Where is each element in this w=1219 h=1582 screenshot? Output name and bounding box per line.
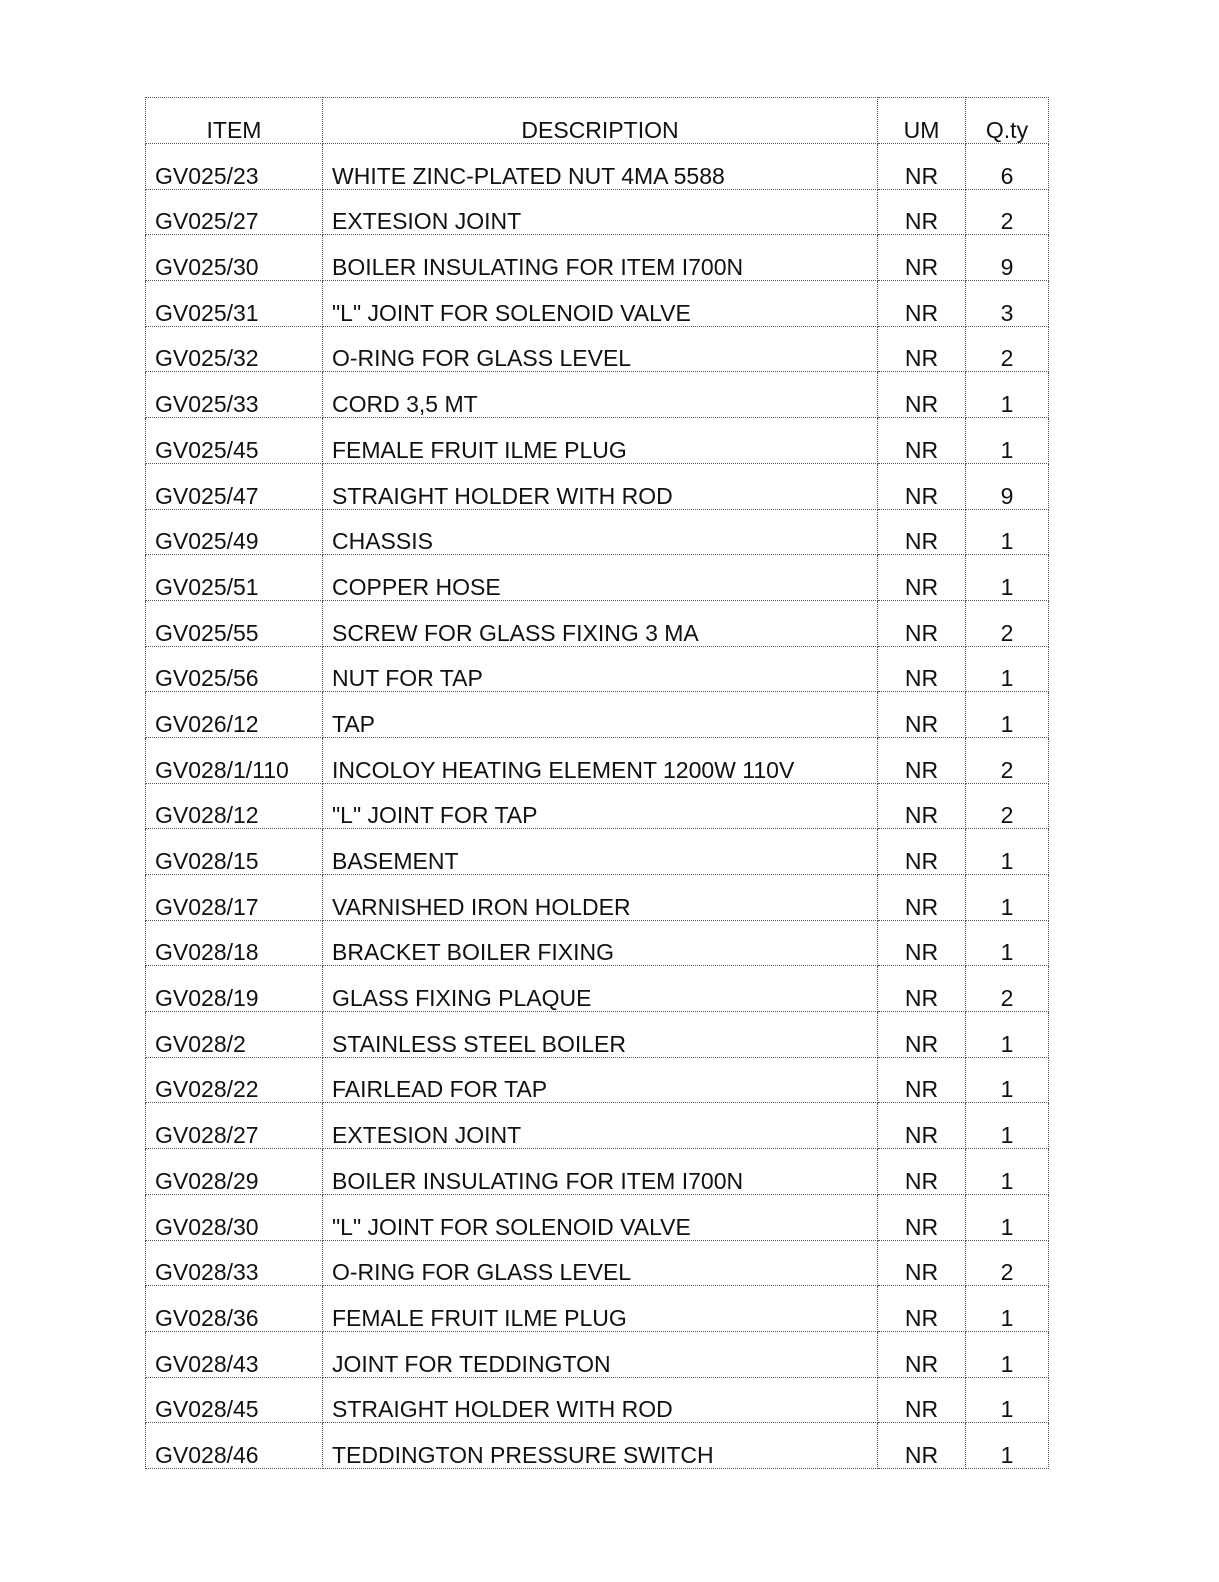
table-row	[146, 372, 1049, 418]
description-cell: TEDDINGTON PRESSURE SWITCH	[323, 1423, 878, 1469]
item-code-cell: GV025/56	[146, 646, 323, 692]
table-row	[146, 144, 1049, 190]
unit-cell: NR	[878, 783, 966, 829]
quantity-cell: 2	[966, 189, 1049, 235]
description-cell: "L" JOINT FOR TAP	[323, 783, 878, 829]
quantity-cell: 1	[966, 1286, 1049, 1332]
description-cell: CHASSIS	[323, 509, 878, 555]
item-code-cell: GV028/36	[146, 1286, 323, 1332]
unit-cell: NR	[878, 281, 966, 327]
item-code-cell: GV025/32	[146, 326, 323, 372]
item-code-cell: GV026/12	[146, 692, 323, 738]
quantity-cell: 1	[966, 555, 1049, 601]
item-code-cell: GV025/27	[146, 189, 323, 235]
table-row	[146, 1377, 1049, 1423]
quantity-cell: 1	[966, 875, 1049, 921]
item-code-cell: GV028/18	[146, 920, 323, 966]
item-code-cell: GV025/55	[146, 600, 323, 646]
unit-cell: NR	[878, 509, 966, 555]
quantity-cell: 1	[966, 1194, 1049, 1240]
unit-cell: NR	[878, 737, 966, 783]
unit-cell: NR	[878, 235, 966, 281]
table-row	[146, 509, 1049, 555]
table-row	[146, 600, 1049, 646]
unit-cell: NR	[878, 326, 966, 372]
table-row	[146, 966, 1049, 1012]
unit-cell: NR	[878, 1012, 966, 1058]
quantity-cell: 3	[966, 281, 1049, 327]
unit-cell: NR	[878, 1149, 966, 1195]
unit-cell: NR	[878, 418, 966, 464]
unit-cell: NR	[878, 1286, 966, 1332]
quantity-cell: 2	[966, 737, 1049, 783]
description-cell: GLASS FIXING PLAQUE	[323, 966, 878, 1012]
description-cell: NUT FOR TAP	[323, 646, 878, 692]
quantity-cell: 9	[966, 235, 1049, 281]
parts-list-table	[145, 97, 1049, 1469]
item-code-cell: GV028/30	[146, 1194, 323, 1240]
table-row	[146, 1057, 1049, 1103]
unit-cell: NR	[878, 1331, 966, 1377]
table-row	[146, 281, 1049, 327]
unit-cell: NR	[878, 646, 966, 692]
description-cell: SCREW FOR GLASS FIXING 3 MA	[323, 600, 878, 646]
quantity-cell: 1	[966, 1103, 1049, 1149]
item-code-cell: GV025/45	[146, 418, 323, 464]
description-cell: O-RING FOR GLASS LEVEL	[323, 1240, 878, 1286]
item-code-cell: GV028/19	[146, 966, 323, 1012]
item-code-cell: GV028/17	[146, 875, 323, 921]
item-code-cell: GV028/12	[146, 783, 323, 829]
item-code-cell: GV025/30	[146, 235, 323, 281]
table-header-row	[146, 98, 1049, 144]
quantity-cell: 1	[966, 1057, 1049, 1103]
description-cell: EXTESION JOINT	[323, 1103, 878, 1149]
quantity-cell: 1	[966, 509, 1049, 555]
description-cell: CORD 3,5 MT	[323, 372, 878, 418]
item-code-cell: GV025/31	[146, 281, 323, 327]
item-code-cell: GV025/47	[146, 463, 323, 509]
description-cell: O-RING FOR GLASS LEVEL	[323, 326, 878, 372]
description-cell: BOILER INSULATING FOR ITEM I700N	[323, 1149, 878, 1195]
unit-cell: NR	[878, 829, 966, 875]
quantity-cell: 6	[966, 144, 1049, 190]
unit-cell: NR	[878, 555, 966, 601]
table-row	[146, 189, 1049, 235]
unit-cell: NR	[878, 189, 966, 235]
description-cell: FEMALE FRUIT ILME PLUG	[323, 418, 878, 464]
item-code-cell: GV028/45	[146, 1377, 323, 1423]
table-row	[146, 1240, 1049, 1286]
description-cell: WHITE ZINC-PLATED NUT 4MA 5588	[323, 144, 878, 190]
table-row	[146, 829, 1049, 875]
unit-cell: NR	[878, 1423, 966, 1469]
item-code-cell: GV025/49	[146, 509, 323, 555]
unit-cell: NR	[878, 1240, 966, 1286]
parts-table-body	[146, 98, 1049, 1469]
description-cell: JOINT FOR TEDDINGTON	[323, 1331, 878, 1377]
item-code-cell: GV028/15	[146, 829, 323, 875]
unit-cell: NR	[878, 920, 966, 966]
quantity-cell: 1	[966, 1331, 1049, 1377]
description-cell: BRACKET BOILER FIXING	[323, 920, 878, 966]
header-description: DESCRIPTION	[323, 98, 878, 144]
quantity-cell: 1	[966, 1423, 1049, 1469]
unit-cell: NR	[878, 875, 966, 921]
table-row	[146, 235, 1049, 281]
unit-cell: NR	[878, 1194, 966, 1240]
table-row	[146, 692, 1049, 738]
unit-cell: NR	[878, 692, 966, 738]
quantity-cell: 9	[966, 463, 1049, 509]
description-cell: TAP	[323, 692, 878, 738]
description-cell: COPPER HOSE	[323, 555, 878, 601]
header-item: ITEM	[146, 98, 323, 144]
table-row	[146, 646, 1049, 692]
quantity-cell: 1	[966, 692, 1049, 738]
description-cell: "L" JOINT FOR SOLENOID VALVE	[323, 1194, 878, 1240]
table-row	[146, 1331, 1049, 1377]
unit-cell: NR	[878, 1377, 966, 1423]
description-cell: "L" JOINT FOR SOLENOID VALVE	[323, 281, 878, 327]
quantity-cell: 1	[966, 920, 1049, 966]
item-code-cell: GV025/33	[146, 372, 323, 418]
item-code-cell: GV028/1/110	[146, 737, 323, 783]
item-code-cell: GV028/46	[146, 1423, 323, 1469]
table-row	[146, 1423, 1049, 1469]
table-row	[146, 1103, 1049, 1149]
unit-cell: NR	[878, 1057, 966, 1103]
description-cell: FAIRLEAD FOR TAP	[323, 1057, 878, 1103]
item-code-cell: GV028/27	[146, 1103, 323, 1149]
item-code-cell: GV025/51	[146, 555, 323, 601]
quantity-cell: 1	[966, 418, 1049, 464]
description-cell: STRAIGHT HOLDER WITH ROD	[323, 463, 878, 509]
header-qty: Q.ty	[966, 98, 1049, 144]
header-um: UM	[878, 98, 966, 144]
unit-cell: NR	[878, 1103, 966, 1149]
unit-cell: NR	[878, 144, 966, 190]
table-row	[146, 1012, 1049, 1058]
quantity-cell: 1	[966, 372, 1049, 418]
table-row	[146, 463, 1049, 509]
quantity-cell: 1	[966, 1377, 1049, 1423]
description-cell: FEMALE FRUIT ILME PLUG	[323, 1286, 878, 1332]
item-code-cell: GV028/22	[146, 1057, 323, 1103]
item-code-cell: GV025/23	[146, 144, 323, 190]
table-row	[146, 1286, 1049, 1332]
quantity-cell: 2	[966, 1240, 1049, 1286]
description-cell: BASEMENT	[323, 829, 878, 875]
quantity-cell: 1	[966, 1012, 1049, 1058]
table-row	[146, 1194, 1049, 1240]
quantity-cell: 2	[966, 326, 1049, 372]
item-code-cell: GV028/33	[146, 1240, 323, 1286]
unit-cell: NR	[878, 966, 966, 1012]
quantity-cell: 2	[966, 783, 1049, 829]
table-row	[146, 1149, 1049, 1195]
description-cell: VARNISHED IRON HOLDER	[323, 875, 878, 921]
table-row	[146, 418, 1049, 464]
table-row	[146, 737, 1049, 783]
quantity-cell: 1	[966, 646, 1049, 692]
description-cell: STRAIGHT HOLDER WITH ROD	[323, 1377, 878, 1423]
quantity-cell: 1	[966, 829, 1049, 875]
quantity-cell: 1	[966, 1149, 1049, 1195]
item-code-cell: GV028/29	[146, 1149, 323, 1195]
description-cell: BOILER INSULATING FOR ITEM I700N	[323, 235, 878, 281]
table-row	[146, 920, 1049, 966]
description-cell: EXTESION JOINT	[323, 189, 878, 235]
table-row	[146, 783, 1049, 829]
table-row	[146, 326, 1049, 372]
description-cell: INCOLOY HEATING ELEMENT 1200W 110V	[323, 737, 878, 783]
description-cell: STAINLESS STEEL BOILER	[323, 1012, 878, 1058]
quantity-cell: 2	[966, 966, 1049, 1012]
unit-cell: NR	[878, 600, 966, 646]
unit-cell: NR	[878, 372, 966, 418]
item-code-cell: GV028/2	[146, 1012, 323, 1058]
unit-cell: NR	[878, 463, 966, 509]
table-row	[146, 555, 1049, 601]
quantity-cell: 2	[966, 600, 1049, 646]
item-code-cell: GV028/43	[146, 1331, 323, 1377]
table-row	[146, 875, 1049, 921]
